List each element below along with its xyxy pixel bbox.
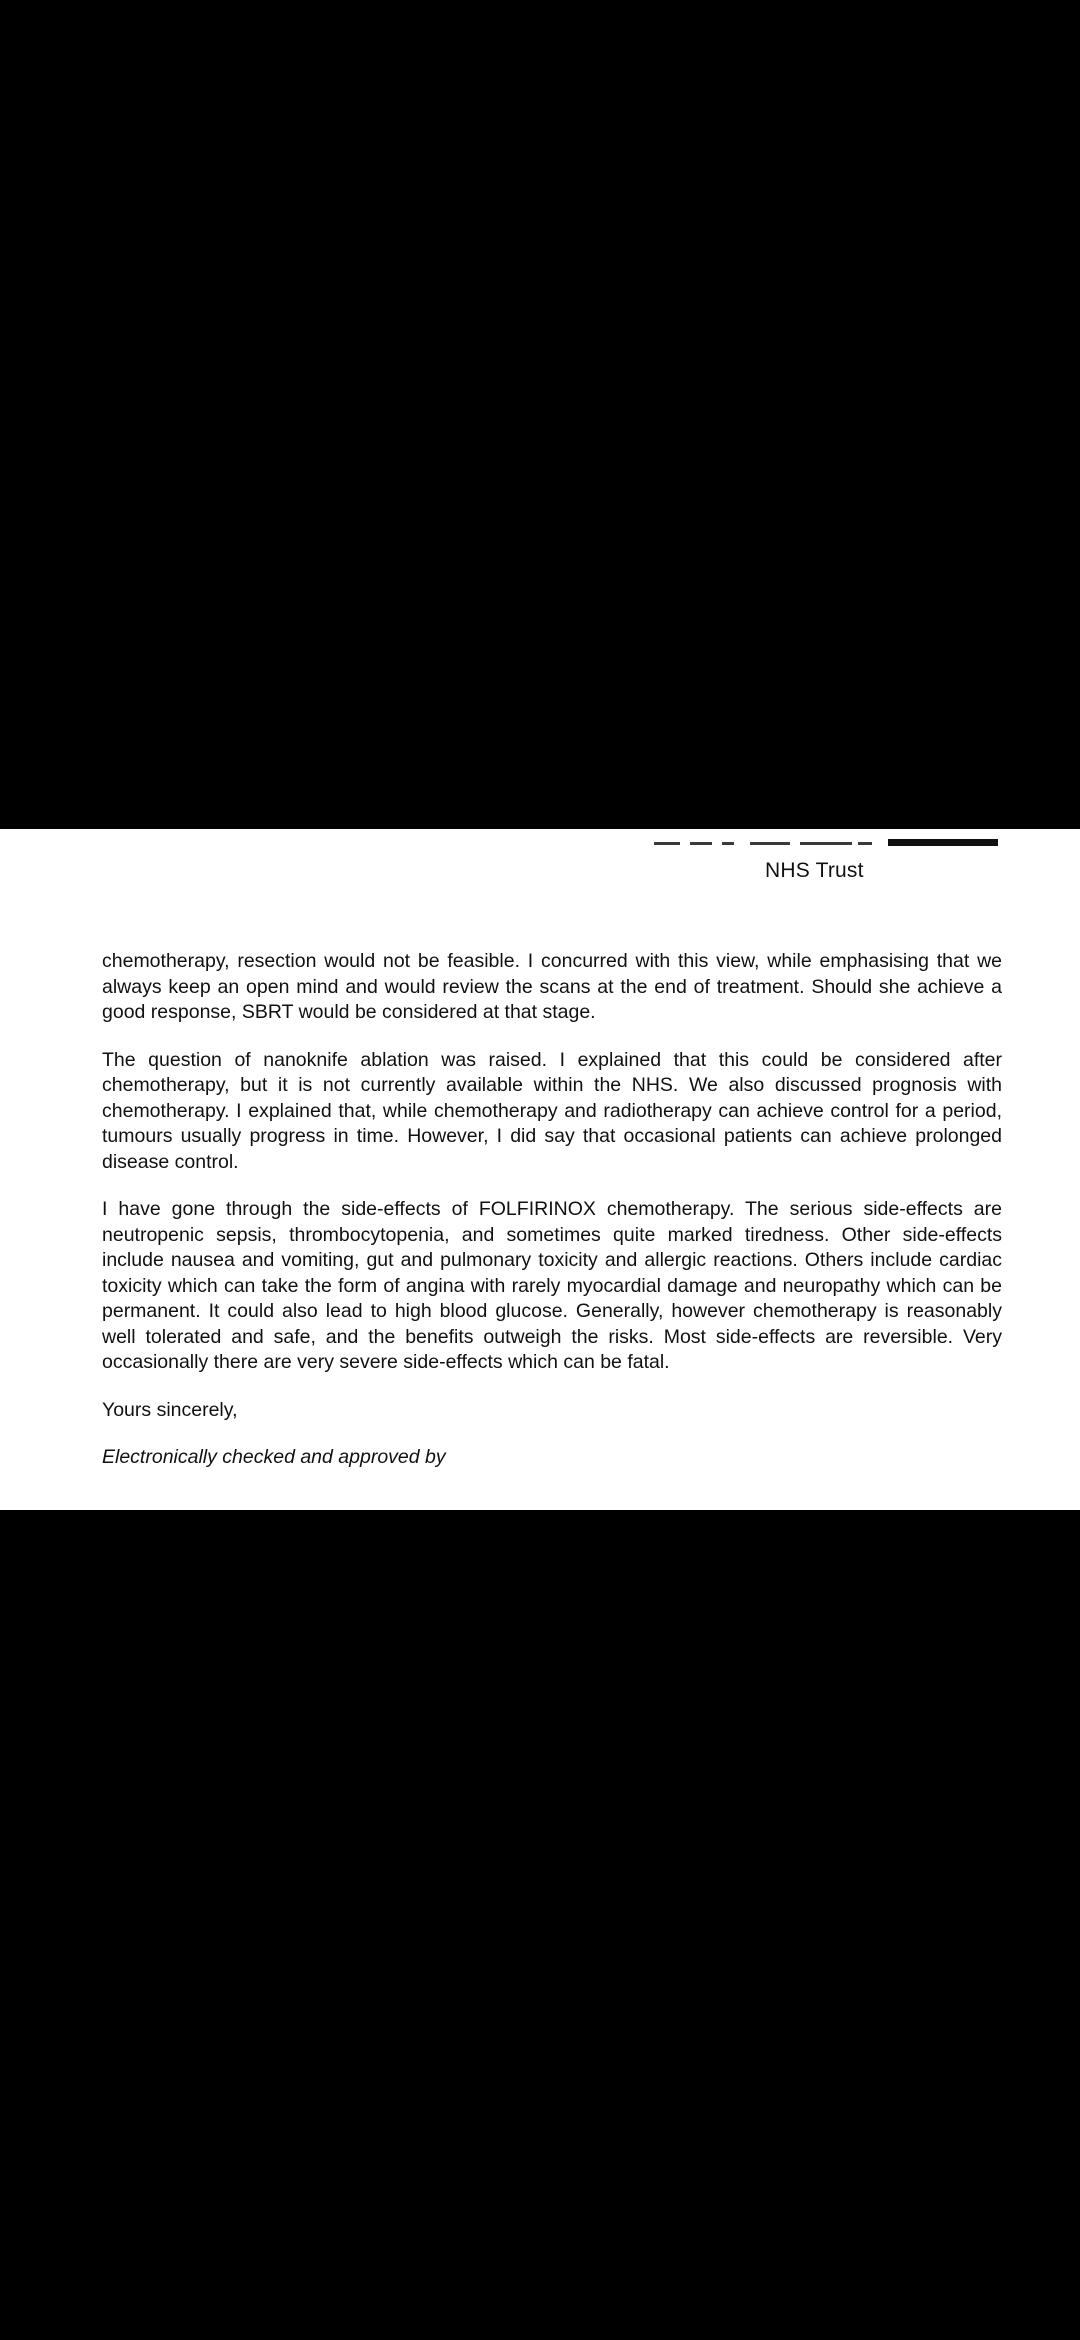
- letter-body: [102, 949, 1002, 1471]
- paragraph-resection: chemotherapy, resection would not be feasible. I concurred with this view, while emphasising that we always keep an open mind and would review the scans at the end of treatment. Should she achieve a good response, SBRT would be considered at that stage.: [102, 950, 1002, 1023]
- document-page: [0, 829, 1080, 1510]
- paragraph-nanoknife-prognosis: The question of nanoknife ablation was raised. I explained that this could be considered after chemotherapy, but it is not currently available within the NHS. We also discussed prognosis with chemotherapy. I explained that, while chemotherapy and radiotherapy can achieve control for a period, tumours usually progress in time. However, I did say that occasional patients can achieve prolonged disease control.: [102, 1048, 1002, 1173]
- closing-salutation: Yours sincerely,: [102, 1398, 238, 1421]
- trust-name: NHS Trust: [765, 859, 864, 882]
- paragraph-side-effects: I have gone through the side-effects of FOLFIRINOX chemotherapy. The serious side-effects are neutropenic sepsis, thrombocytopenia, and sometimes quite marked tiredness. Other side-effects include nausea and vomiting, gut and pulmonary toxicity and allergic reactions. Others include cardiac toxicity which can take the form of angina with rarely myocardial damage and neuropathy which can be permanent. It could also lead to high blood glucose. Generally, however chemotherapy is reasonably well tolerated and safe, and the benefits outweigh the risks. Most side-effects are reversible. Very occasionally there are very severe side-effects which can be fatal.: [102, 1198, 1002, 1373]
- nhs-logo-fragment: [650, 829, 1010, 849]
- electronic-signoff: Electronically checked and approved by: [102, 1446, 446, 1468]
